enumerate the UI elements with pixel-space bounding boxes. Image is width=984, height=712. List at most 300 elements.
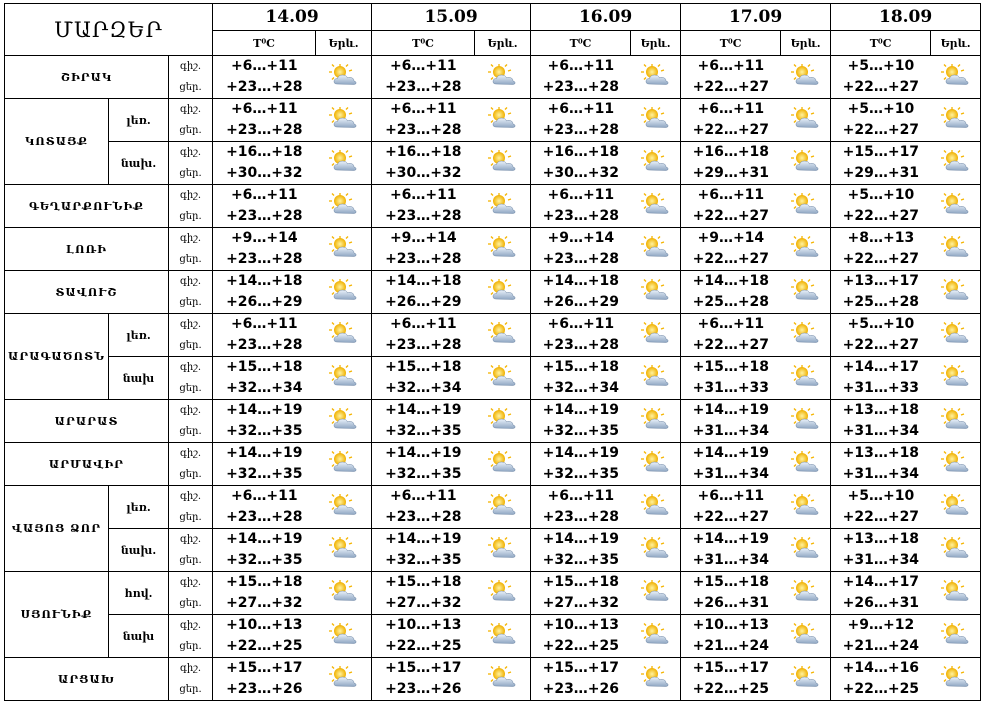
weather-cell bbox=[475, 572, 531, 615]
temperature-cell bbox=[681, 99, 781, 142]
day-temp: +31…+34 bbox=[692, 423, 770, 439]
weather-cell bbox=[475, 486, 531, 529]
temperature-cell bbox=[531, 443, 631, 486]
weather-cell bbox=[475, 271, 531, 314]
weather-cell bbox=[631, 615, 681, 658]
day-temp: +26…+31 bbox=[842, 595, 920, 611]
day-temp: +23…+28 bbox=[385, 122, 462, 138]
day-temp: +22…+27 bbox=[692, 122, 770, 138]
subregion-label: լեռ. bbox=[109, 99, 169, 142]
day-temp: +23…+28 bbox=[385, 337, 462, 353]
sun-behind-cloud-icon bbox=[328, 536, 358, 560]
night-temp: +6…+11 bbox=[230, 58, 298, 74]
temperature-cell bbox=[831, 615, 931, 658]
temperature-cell bbox=[372, 400, 475, 443]
weather-cell bbox=[931, 99, 981, 142]
sun-behind-cloud-icon bbox=[487, 321, 517, 345]
weather-col-header: Երև. bbox=[316, 31, 372, 56]
weather-cell bbox=[931, 357, 981, 400]
weather-cell bbox=[631, 486, 681, 529]
day-temp: +23…+28 bbox=[542, 509, 620, 525]
day-temp: +22…+27 bbox=[692, 208, 770, 224]
temperature-cell bbox=[831, 56, 931, 99]
temp-col-header: T⁰C bbox=[372, 31, 475, 56]
weather-cell bbox=[475, 99, 531, 142]
day-temp: +27…+32 bbox=[542, 595, 620, 611]
sun-behind-cloud-icon bbox=[790, 235, 820, 259]
temperature-cell bbox=[831, 658, 931, 701]
forecast-table bbox=[4, 3, 981, 701]
temperature-cell bbox=[831, 529, 931, 572]
subregion-label: նախ. bbox=[109, 142, 169, 185]
weather-cell bbox=[781, 400, 831, 443]
weather-col-header: Երև. bbox=[475, 31, 531, 56]
temperature-cell bbox=[372, 142, 475, 185]
night-temp: +6…+11 bbox=[697, 488, 765, 504]
day-temp: +31…+34 bbox=[842, 552, 920, 568]
temp-col-header: T⁰C bbox=[831, 31, 931, 56]
day-label: ցեր. bbox=[179, 168, 202, 179]
weather-cell bbox=[781, 357, 831, 400]
day-temp: +23…+28 bbox=[226, 509, 303, 525]
weather-cell bbox=[316, 357, 372, 400]
night-label: գիշ. bbox=[179, 104, 202, 115]
weather-cell bbox=[631, 443, 681, 486]
weather-cell bbox=[475, 615, 531, 658]
weather-cell bbox=[475, 314, 531, 357]
weather-cell bbox=[316, 572, 372, 615]
temperature-cell bbox=[372, 99, 475, 142]
night-temp: +14…+19 bbox=[226, 445, 303, 461]
weather-cell bbox=[475, 357, 531, 400]
night-temp: +6…+11 bbox=[547, 316, 615, 332]
table-row bbox=[5, 443, 981, 486]
temperature-cell bbox=[372, 357, 475, 400]
weather-cell bbox=[931, 314, 981, 357]
temperature-cell bbox=[531, 56, 631, 99]
temperature-cell bbox=[213, 228, 316, 271]
sun-behind-cloud-icon bbox=[790, 63, 820, 87]
night-temp: +16…+18 bbox=[692, 144, 770, 160]
temperature-cell bbox=[531, 271, 631, 314]
sun-behind-cloud-icon bbox=[487, 192, 517, 216]
weather-cell bbox=[316, 443, 372, 486]
day-temp: +23…+28 bbox=[226, 251, 303, 267]
day-night-label bbox=[169, 443, 213, 486]
temperature-cell bbox=[372, 486, 475, 529]
weather-col-header: Երև. bbox=[931, 31, 981, 56]
temperature-cell bbox=[681, 142, 781, 185]
weather-cell bbox=[781, 486, 831, 529]
weather-cell bbox=[475, 400, 531, 443]
sun-behind-cloud-icon bbox=[487, 278, 517, 302]
temperature-cell bbox=[831, 142, 931, 185]
weather-cell bbox=[316, 142, 372, 185]
weather-cell bbox=[316, 486, 372, 529]
region-name: ՇԻՐԱԿ bbox=[5, 56, 169, 99]
temperature-cell bbox=[681, 357, 781, 400]
sun-behind-cloud-icon bbox=[940, 493, 970, 517]
night-label: գիշ. bbox=[179, 61, 202, 72]
day-temp: +23…+28 bbox=[226, 337, 303, 353]
temperature-cell bbox=[681, 271, 781, 314]
day-temp: +32…+35 bbox=[226, 466, 303, 482]
night-temp: +14…+18 bbox=[542, 273, 620, 289]
night-temp: +6…+11 bbox=[697, 187, 765, 203]
weather-cell bbox=[475, 529, 531, 572]
night-temp: +6…+11 bbox=[547, 101, 615, 117]
sun-behind-cloud-icon bbox=[328, 364, 358, 388]
sun-behind-cloud-icon bbox=[328, 665, 358, 689]
sun-behind-cloud-icon bbox=[790, 579, 820, 603]
region-name: ԱՐՄԱՎԻՐ bbox=[5, 443, 169, 486]
sun-behind-cloud-icon bbox=[640, 192, 670, 216]
day-temp: +22…+27 bbox=[692, 251, 770, 267]
weather-cell bbox=[631, 658, 681, 701]
weather-cell bbox=[931, 658, 981, 701]
temperature-cell bbox=[213, 56, 316, 99]
temperature-cell bbox=[681, 486, 781, 529]
weather-cell bbox=[781, 658, 831, 701]
temperature-cell bbox=[531, 142, 631, 185]
night-temp: +6…+11 bbox=[230, 488, 298, 504]
night-temp: +9…+14 bbox=[389, 230, 457, 246]
night-temp: +13…+18 bbox=[842, 445, 920, 461]
day-temp: +23…+28 bbox=[385, 509, 462, 525]
night-temp: +5…+10 bbox=[847, 187, 915, 203]
night-temp: +6…+11 bbox=[389, 316, 457, 332]
night-temp: +14…+18 bbox=[385, 273, 462, 289]
sun-behind-cloud-icon bbox=[940, 622, 970, 646]
sun-behind-cloud-icon bbox=[940, 321, 970, 345]
night-temp: +8…+13 bbox=[847, 230, 915, 246]
sun-behind-cloud-icon bbox=[790, 493, 820, 517]
sun-behind-cloud-icon bbox=[487, 493, 517, 517]
subregion-label: նախ bbox=[109, 357, 169, 400]
temperature-cell bbox=[213, 314, 316, 357]
day-temp: +26…+29 bbox=[385, 294, 462, 310]
weather-cell bbox=[316, 56, 372, 99]
night-label: գիշ. bbox=[179, 319, 202, 330]
day-night-label bbox=[169, 615, 213, 658]
sun-behind-cloud-icon bbox=[790, 278, 820, 302]
temperature-cell bbox=[831, 99, 931, 142]
night-temp: +9…+14 bbox=[697, 230, 765, 246]
temperature-cell bbox=[372, 185, 475, 228]
sun-behind-cloud-icon bbox=[328, 63, 358, 87]
temperature-cell bbox=[681, 56, 781, 99]
night-temp: +10…+13 bbox=[542, 617, 620, 633]
day-temp: +22…+27 bbox=[842, 251, 920, 267]
weather-cell bbox=[316, 529, 372, 572]
night-label: գիշ. bbox=[179, 491, 202, 502]
temperature-cell bbox=[681, 185, 781, 228]
day-night-label bbox=[169, 572, 213, 615]
night-temp: +14…+17 bbox=[842, 359, 920, 375]
sun-behind-cloud-icon bbox=[940, 192, 970, 216]
weather-cell bbox=[781, 185, 831, 228]
sun-behind-cloud-icon bbox=[487, 235, 517, 259]
day-temp: +22…+27 bbox=[692, 509, 770, 525]
sun-behind-cloud-icon bbox=[790, 321, 820, 345]
temperature-cell bbox=[831, 185, 931, 228]
night-temp: +6…+11 bbox=[697, 58, 765, 74]
weather-cell bbox=[931, 529, 981, 572]
day-label: ցեր. bbox=[179, 254, 202, 265]
day-temp: +32…+34 bbox=[226, 380, 303, 396]
day-label: ցեր. bbox=[179, 125, 202, 136]
weather-cell bbox=[781, 56, 831, 99]
sun-behind-cloud-icon bbox=[487, 622, 517, 646]
night-label: գիշ. bbox=[179, 448, 202, 459]
sun-behind-cloud-icon bbox=[640, 63, 670, 87]
day-temp: +32…+35 bbox=[226, 552, 303, 568]
day-temp: +31…+34 bbox=[692, 552, 770, 568]
temperature-cell bbox=[213, 443, 316, 486]
day-label: ցեր. bbox=[179, 641, 202, 652]
day-label: ցեր. bbox=[179, 684, 202, 695]
weather-cell bbox=[631, 228, 681, 271]
day-temp: +23…+28 bbox=[542, 337, 620, 353]
day-temp: +31…+34 bbox=[692, 466, 770, 482]
temperature-cell bbox=[213, 271, 316, 314]
day-temp: +22…+25 bbox=[842, 681, 920, 697]
weather-cell bbox=[931, 615, 981, 658]
night-temp: +14…+19 bbox=[226, 531, 303, 547]
day-temp: +30…+32 bbox=[542, 165, 620, 181]
day-night-label bbox=[169, 400, 213, 443]
sun-behind-cloud-icon bbox=[640, 665, 670, 689]
temperature-cell bbox=[531, 658, 631, 701]
table-row bbox=[5, 271, 981, 314]
day-temp: +22…+27 bbox=[692, 79, 770, 95]
sun-behind-cloud-icon bbox=[487, 63, 517, 87]
night-temp: +14…+19 bbox=[542, 402, 620, 418]
table-row bbox=[5, 572, 981, 615]
sun-behind-cloud-icon bbox=[940, 278, 970, 302]
night-temp: +13…+18 bbox=[842, 531, 920, 547]
weather-cell bbox=[475, 142, 531, 185]
day-temp: +22…+25 bbox=[385, 638, 462, 654]
temperature-cell bbox=[372, 56, 475, 99]
sun-behind-cloud-icon bbox=[940, 450, 970, 474]
day-night-label bbox=[169, 56, 213, 99]
day-temp: +32…+34 bbox=[542, 380, 620, 396]
weather-cell bbox=[781, 271, 831, 314]
date-header: 17.09 bbox=[681, 4, 831, 31]
night-temp: +9…+14 bbox=[230, 230, 298, 246]
night-temp: +15…+18 bbox=[385, 359, 462, 375]
weather-cell bbox=[475, 443, 531, 486]
night-temp: +6…+11 bbox=[230, 316, 298, 332]
table-row bbox=[5, 357, 981, 400]
day-temp: +23…+28 bbox=[542, 122, 620, 138]
day-temp: +23…+26 bbox=[385, 681, 462, 697]
table-row bbox=[5, 185, 981, 228]
weather-cell bbox=[931, 400, 981, 443]
day-label: ցեր. bbox=[179, 383, 202, 394]
day-temp: +22…+27 bbox=[842, 337, 920, 353]
night-temp: +14…+19 bbox=[692, 531, 770, 547]
temperature-cell bbox=[213, 572, 316, 615]
night-temp: +5…+10 bbox=[847, 101, 915, 117]
temperature-cell bbox=[531, 99, 631, 142]
sun-behind-cloud-icon bbox=[790, 665, 820, 689]
day-label: ցեր. bbox=[179, 82, 202, 93]
night-temp: +6…+11 bbox=[389, 187, 457, 203]
temperature-cell bbox=[213, 486, 316, 529]
temperature-cell bbox=[372, 529, 475, 572]
subregion-label: լեռ. bbox=[109, 486, 169, 529]
region-name: ԳԵՂԱՐՔՈՒՆԻՔ bbox=[5, 185, 169, 228]
night-label: գիշ. bbox=[179, 405, 202, 416]
night-temp: +14…+19 bbox=[385, 531, 462, 547]
sun-behind-cloud-icon bbox=[940, 665, 970, 689]
temperature-cell bbox=[681, 529, 781, 572]
sun-behind-cloud-icon bbox=[640, 622, 670, 646]
night-temp: +10…+13 bbox=[226, 617, 303, 633]
sun-behind-cloud-icon bbox=[328, 579, 358, 603]
region-name: ՎԱՅՈՑ ՁՈՐ bbox=[5, 486, 109, 572]
night-label: գիշ. bbox=[179, 534, 202, 545]
sun-behind-cloud-icon bbox=[940, 536, 970, 560]
weather-cell bbox=[316, 400, 372, 443]
weather-cell bbox=[475, 185, 531, 228]
sun-behind-cloud-icon bbox=[328, 235, 358, 259]
night-temp: +15…+18 bbox=[542, 574, 620, 590]
sun-behind-cloud-icon bbox=[487, 536, 517, 560]
weather-cell bbox=[316, 658, 372, 701]
weather-cell bbox=[631, 400, 681, 443]
night-label: գիշ. bbox=[179, 147, 202, 158]
sun-behind-cloud-icon bbox=[940, 106, 970, 130]
night-temp: +6…+11 bbox=[389, 488, 457, 504]
night-temp: +16…+18 bbox=[226, 144, 303, 160]
day-temp: +31…+33 bbox=[842, 380, 920, 396]
weather-cell bbox=[316, 185, 372, 228]
sun-behind-cloud-icon bbox=[487, 450, 517, 474]
weather-cell bbox=[931, 443, 981, 486]
night-temp: +6…+11 bbox=[697, 316, 765, 332]
day-temp: +25…+28 bbox=[692, 294, 770, 310]
sun-behind-cloud-icon bbox=[640, 493, 670, 517]
day-night-label bbox=[169, 357, 213, 400]
weather-cell bbox=[316, 228, 372, 271]
weather-cell bbox=[931, 486, 981, 529]
night-temp: +15…+17 bbox=[842, 144, 920, 160]
day-temp: +30…+32 bbox=[385, 165, 462, 181]
table-row bbox=[5, 228, 981, 271]
night-temp: +16…+18 bbox=[542, 144, 620, 160]
night-temp: +15…+18 bbox=[542, 359, 620, 375]
weather-cell bbox=[631, 314, 681, 357]
day-night-label bbox=[169, 271, 213, 314]
night-temp: +15…+17 bbox=[692, 660, 770, 676]
day-temp: +23…+28 bbox=[542, 208, 620, 224]
region-name: ԱՐՑԱԽ bbox=[5, 658, 169, 701]
temperature-cell bbox=[372, 615, 475, 658]
temperature-cell bbox=[681, 615, 781, 658]
sun-behind-cloud-icon bbox=[328, 278, 358, 302]
night-temp: +14…+18 bbox=[226, 273, 303, 289]
sun-behind-cloud-icon bbox=[790, 622, 820, 646]
night-temp: +14…+19 bbox=[385, 402, 462, 418]
night-temp: +6…+11 bbox=[230, 187, 298, 203]
night-temp: +6…+11 bbox=[389, 58, 457, 74]
weather-cell bbox=[631, 56, 681, 99]
day-temp: +32…+35 bbox=[385, 466, 462, 482]
night-temp: +15…+18 bbox=[692, 574, 770, 590]
sun-behind-cloud-icon bbox=[640, 364, 670, 388]
day-temp: +23…+28 bbox=[542, 251, 620, 267]
day-night-label bbox=[169, 486, 213, 529]
day-label: ցեր. bbox=[179, 555, 202, 566]
day-temp: +22…+25 bbox=[542, 638, 620, 654]
weather-cell bbox=[781, 443, 831, 486]
day-temp: +32…+35 bbox=[385, 423, 462, 439]
table-row bbox=[5, 529, 981, 572]
temperature-cell bbox=[213, 142, 316, 185]
temperature-cell bbox=[372, 658, 475, 701]
temperature-cell bbox=[213, 658, 316, 701]
day-temp: +30…+32 bbox=[226, 165, 303, 181]
weather-cell bbox=[316, 271, 372, 314]
day-temp: +21…+24 bbox=[842, 638, 920, 654]
day-temp: +26…+31 bbox=[692, 595, 770, 611]
date-header: 15.09 bbox=[372, 4, 531, 31]
night-temp: +6…+11 bbox=[547, 187, 615, 203]
sun-behind-cloud-icon bbox=[328, 192, 358, 216]
table-row bbox=[5, 56, 981, 99]
sun-behind-cloud-icon bbox=[487, 407, 517, 431]
weather-cell bbox=[931, 572, 981, 615]
subregion-label: նախ bbox=[109, 615, 169, 658]
weather-cell bbox=[931, 228, 981, 271]
weather-cell bbox=[631, 185, 681, 228]
sun-behind-cloud-icon bbox=[940, 149, 970, 173]
temperature-cell bbox=[213, 529, 316, 572]
day-temp: +22…+27 bbox=[842, 208, 920, 224]
temperature-cell bbox=[531, 572, 631, 615]
weather-cell bbox=[475, 658, 531, 701]
temperature-cell bbox=[831, 314, 931, 357]
night-label: գիշ. bbox=[179, 362, 202, 373]
day-temp: +32…+35 bbox=[542, 423, 620, 439]
weather-cell bbox=[781, 572, 831, 615]
weather-cell bbox=[475, 56, 531, 99]
night-temp: +5…+10 bbox=[847, 488, 915, 504]
day-label: ցեր. bbox=[179, 426, 202, 437]
table-row bbox=[5, 314, 981, 357]
subregion-label: հով. bbox=[109, 572, 169, 615]
night-temp: +9…+14 bbox=[547, 230, 615, 246]
day-temp: +29…+31 bbox=[692, 165, 770, 181]
sun-behind-cloud-icon bbox=[790, 536, 820, 560]
night-temp: +15…+17 bbox=[226, 660, 303, 676]
region-name: ԼՈՌԻ bbox=[5, 228, 169, 271]
day-temp: +23…+28 bbox=[226, 208, 303, 224]
weather-cell bbox=[931, 185, 981, 228]
night-temp: +6…+11 bbox=[230, 101, 298, 117]
sun-behind-cloud-icon bbox=[640, 321, 670, 345]
night-temp: +6…+11 bbox=[697, 101, 765, 117]
night-temp: +14…+19 bbox=[542, 445, 620, 461]
temperature-cell bbox=[831, 228, 931, 271]
night-temp: +5…+10 bbox=[847, 316, 915, 332]
day-temp: +23…+28 bbox=[385, 251, 462, 267]
day-night-label bbox=[169, 314, 213, 357]
day-temp: +31…+34 bbox=[842, 423, 920, 439]
